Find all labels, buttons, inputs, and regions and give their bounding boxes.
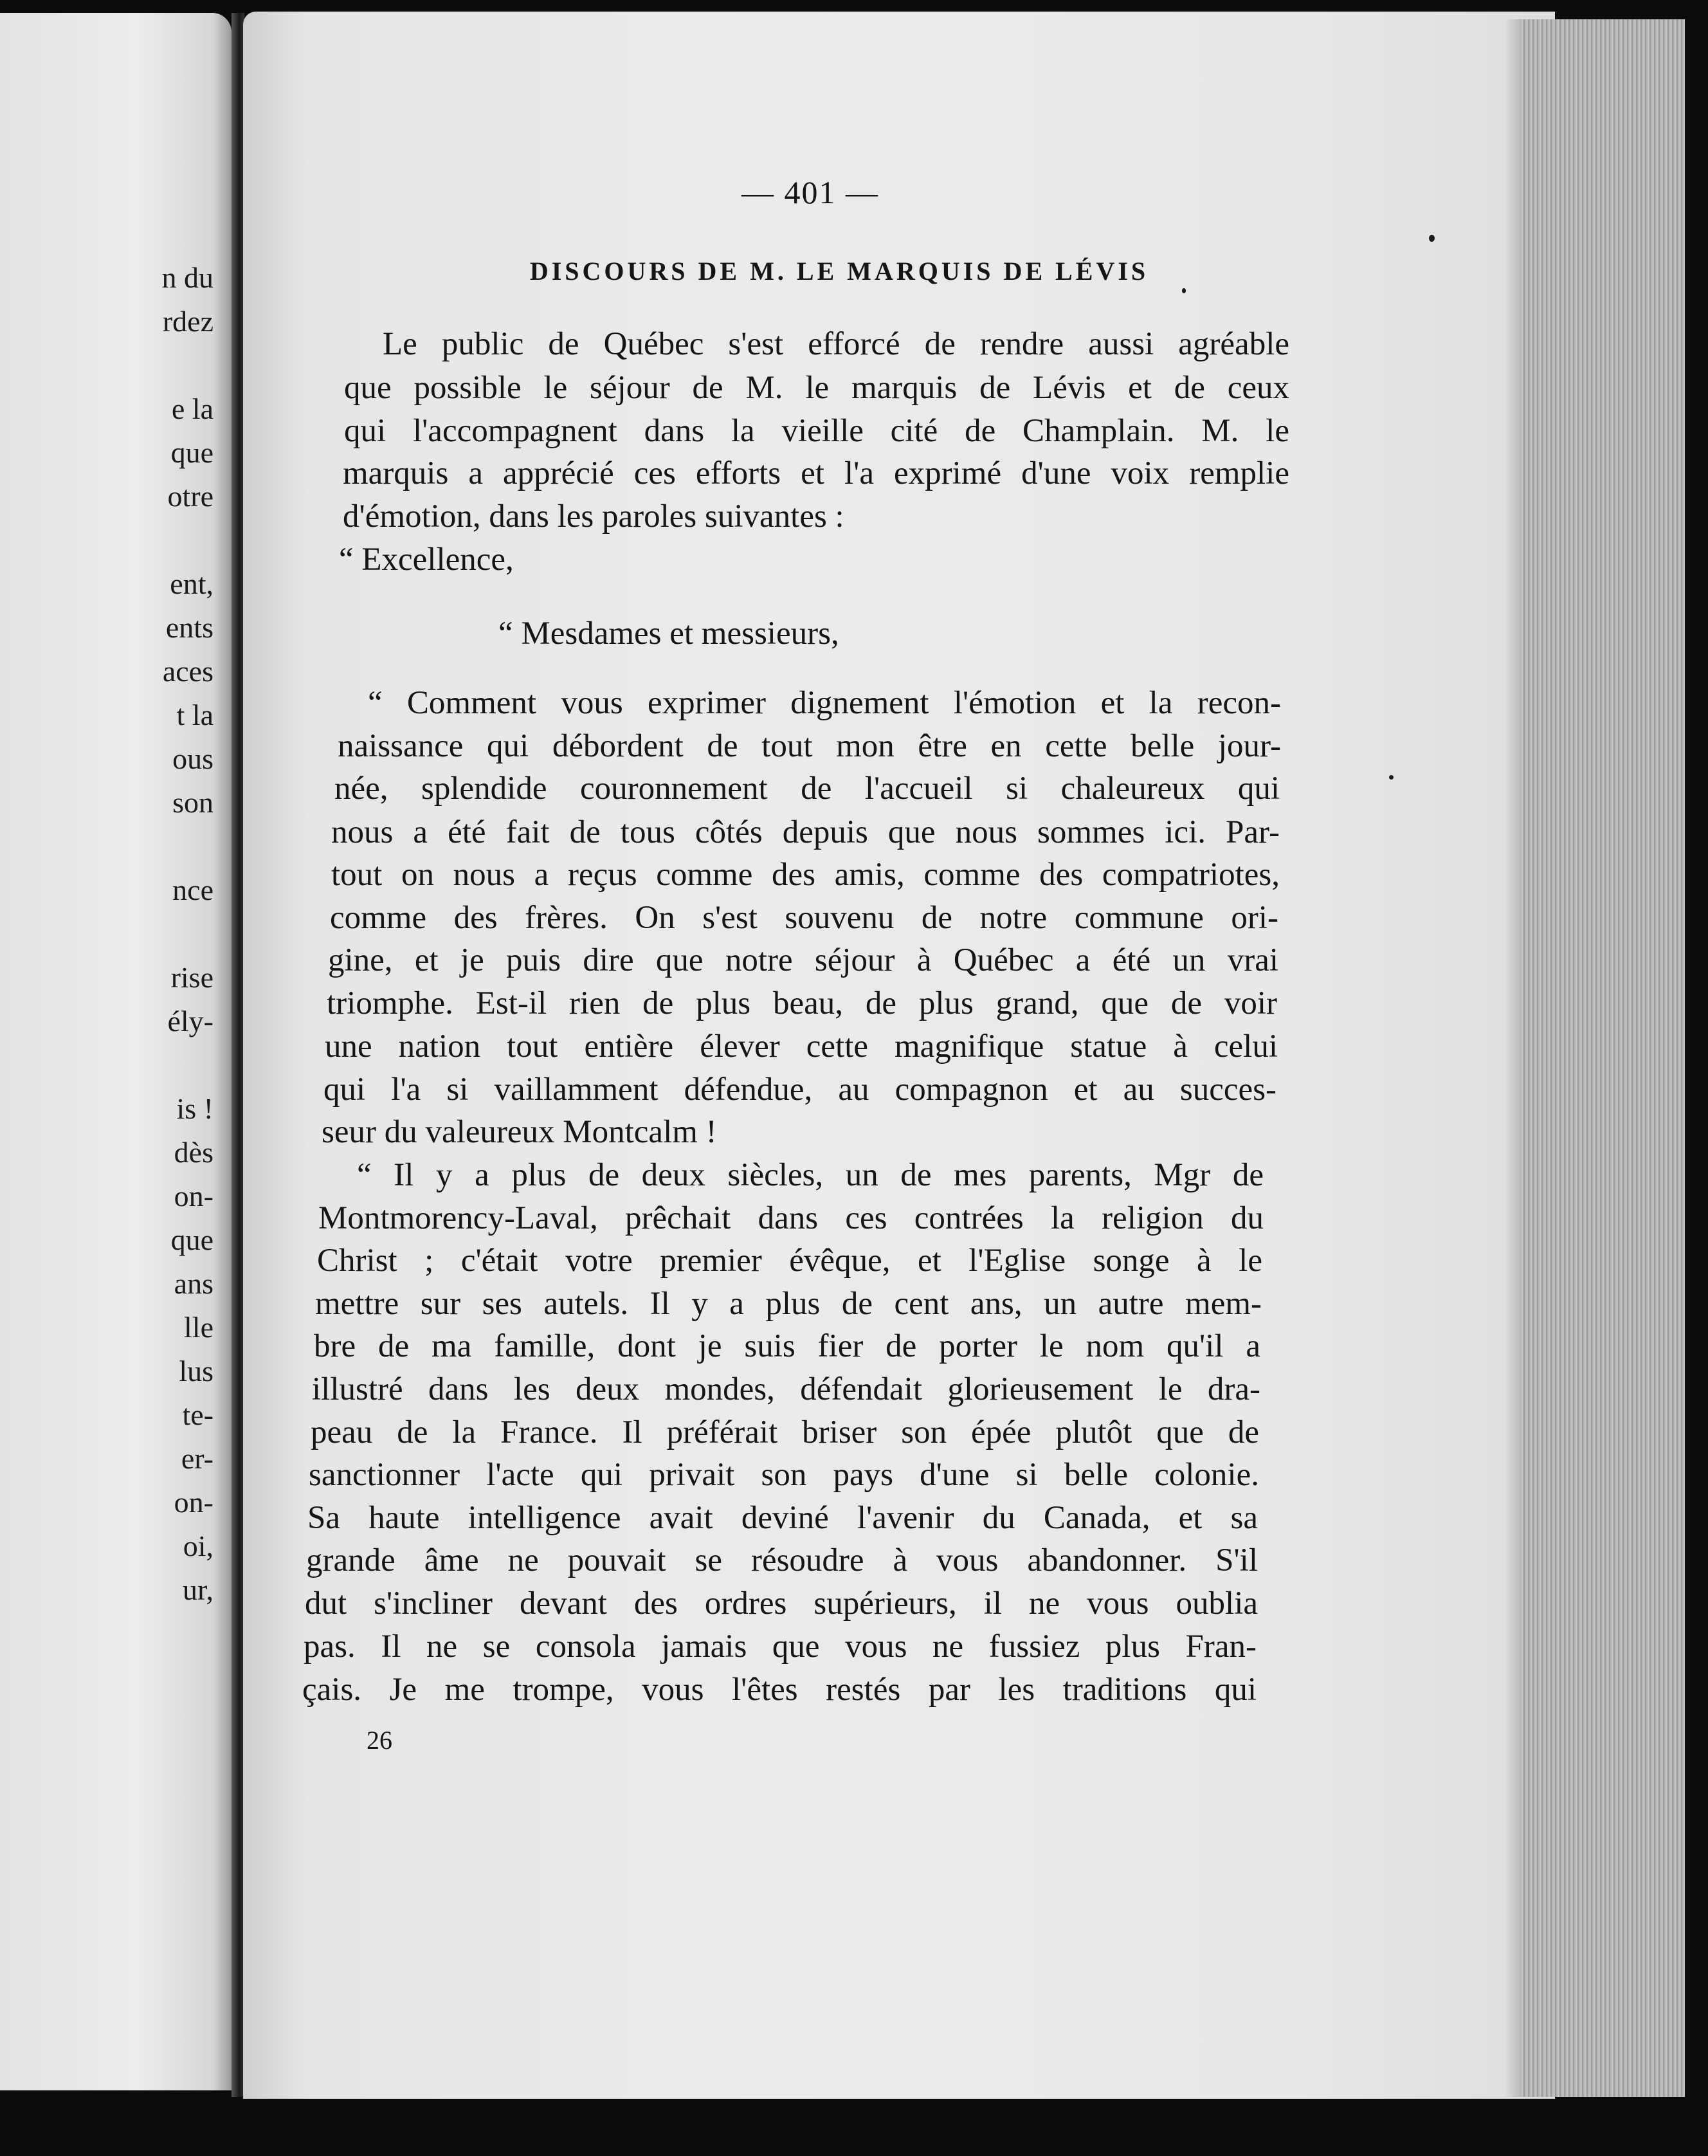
body-text-line: que possible le séjour de M. le marquis de Lévis et de ceux [344, 370, 1289, 406]
left-page-line [0, 343, 219, 387]
body-text-line: “ Il y a plus de deux siècles, un de mes parents, Mgr de [357, 1157, 1264, 1193]
body-text-line: çais. Je me trompe, vous l'êtes restés par les traditions qui [302, 1672, 1257, 1708]
body-text-line: qui l'a si vaillamment défendue, au compagnon et au succes- [323, 1072, 1276, 1108]
signature-mark: 26 [367, 1726, 392, 1755]
body-text-line: naissance qui débordent de tout mon être en cette belle jour- [338, 728, 1281, 764]
body-text-line: dut s'incliner devant des ordres supérieurs, il ne vous oublia [305, 1585, 1258, 1622]
page-number: — 401 — [741, 174, 879, 210]
scan-speck [1182, 288, 1186, 293]
scan-speck [1429, 235, 1435, 242]
left-page-line: n du [161, 261, 214, 294]
body-text-line: une nation tout entière élever cette magnifique statue à celui [325, 1028, 1278, 1064]
body-text-line: comme des frères. On s'est souvenu de notre commune ori- [330, 900, 1278, 936]
left-page-line [0, 1043, 219, 1087]
left-page-line: rdez [162, 305, 214, 338]
body-text-line: gine, et je puis dire que notre séjour à Québec a été un vrai [328, 942, 1278, 978]
left-page-line: son [172, 786, 214, 819]
left-page-line: otre [167, 480, 214, 513]
article-title: DISCOURS DE M. LE MARQUIS DE LÉVIS [529, 257, 1149, 286]
left-page-line [0, 825, 219, 868]
body-text-line: “ Excellence, [339, 542, 514, 578]
left-page-line: aces [162, 655, 214, 688]
left-page-line: te- [182, 1398, 214, 1431]
left-page-line: ély- [167, 1005, 214, 1037]
left-page-line: on- [174, 1486, 214, 1519]
left-page-line: ous [172, 742, 214, 775]
body-text-line: mettre sur ses autels. Il y a plus de cent ans, un autre mem- [315, 1286, 1262, 1322]
body-text-line: illustré dans les deux mondes, défendait glorieusement le dra- [312, 1371, 1260, 1407]
body-text-line: seur du valeureux Montcalm ! [322, 1114, 717, 1150]
body-text-line: “ Mesdames et messieurs, [498, 616, 839, 652]
left-facing-page [0, 13, 232, 2090]
body-text-line: “ Comment vous exprimer dignement l'émotion et la recon- [368, 685, 1281, 721]
body-text-line: nous a été fait de tous côtés depuis que nous sommes ici. Par- [331, 814, 1280, 850]
body-text-line: née, splendide couronnement de l'accueil si chaleureux qui [334, 771, 1280, 807]
left-page-line: ur, [183, 1573, 214, 1606]
left-page-line: nce [172, 873, 214, 906]
body-text-line: bre de ma famille, dont je suis fier de porter le nom qu'il a [314, 1328, 1260, 1364]
left-page-line: que [170, 436, 214, 469]
body-text-line: pas. Il ne se consola jamais que vous ne fussiez plus Fran- [304, 1629, 1257, 1665]
left-page-line: que [170, 1223, 214, 1256]
scan-background [1685, 0, 1708, 2156]
body-text-line: qui l'accompagnent dans la vieille cité de Champlain. M. le [344, 413, 1289, 449]
body-text-line: marquis a apprécié ces efforts et l'a exprimé d'une voix remplie [343, 455, 1289, 491]
body-text-line: tout on nous a reçus comme des amis, comme des compatriotes, [331, 857, 1280, 893]
left-page-line: e la [171, 392, 214, 425]
left-page-text-fragments [0, 256, 219, 1612]
left-page-line: t la [176, 699, 214, 731]
left-page-line: ents [165, 611, 214, 644]
body-text-line: peau de la France. Il préférait briser son épée plutôt que de [311, 1414, 1259, 1450]
body-text-line: Sa haute intelligence avait deviné l'avenir du Canada, et sa [307, 1500, 1258, 1536]
left-page-line: dès [174, 1136, 214, 1169]
left-page-line [0, 912, 219, 956]
left-page-line: lus [179, 1355, 214, 1387]
left-page-line: er- [181, 1442, 214, 1475]
body-text-line: sanctionner l'acte qui privait son pays d'une si belle colonie. [309, 1457, 1259, 1493]
left-page-line: on- [174, 1180, 214, 1212]
left-page-line: oi, [183, 1530, 214, 1562]
body-text-line: d'émotion, dans les paroles suivantes : [343, 498, 844, 534]
book-gutter [232, 13, 244, 2097]
left-page-line: lle [184, 1311, 214, 1344]
body-text-line: Montmorency-Laval, prêchait dans ces contrées la religion du [318, 1200, 1264, 1236]
body-text-line: triomphe. Est-il rien de plus beau, de plus grand, que de voir [327, 985, 1277, 1021]
page-block-edges [1521, 19, 1685, 2097]
left-page-line: is ! [176, 1092, 214, 1125]
left-page-line: rise [170, 961, 214, 994]
scan-speck [1389, 775, 1394, 780]
left-page-line: ans [174, 1267, 214, 1300]
body-text-line: Le public de Québec s'est efforcé de rendre aussi agréable [383, 326, 1289, 362]
left-page-line [0, 518, 219, 562]
body-text-line: grande âme ne pouvait se résoudre à vous abandonner. S'il [306, 1542, 1258, 1578]
body-text-line: Christ ; c'était votre premier évêque, et l'Eglise songe à le [317, 1243, 1262, 1279]
left-page-line: ent, [170, 567, 214, 600]
